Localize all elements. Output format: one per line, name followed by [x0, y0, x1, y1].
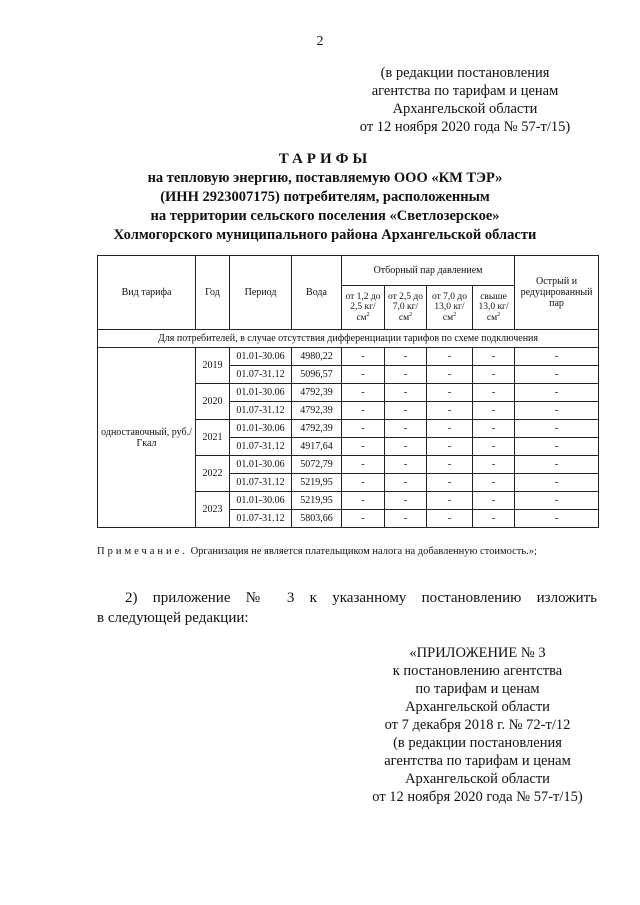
water-value-cell: 4792,39: [292, 384, 342, 402]
empty-value-cell: -: [342, 438, 385, 456]
appendix-line: от 12 ноября 2020 года № 57-т/15): [372, 789, 583, 805]
water-value-cell: 4917,64: [292, 438, 342, 456]
title-line: на тепловую энергию, поставляемую ООО «КМ ТЭР»: [147, 170, 503, 186]
period-cell: 01.01-30.06: [230, 492, 292, 510]
header-pressure-4: свыше 13,0 $кг/см^2$: [473, 286, 515, 330]
empty-value-cell: -: [342, 348, 385, 366]
empty-value-cell: -: [473, 438, 515, 456]
empty-value-cell: -: [427, 474, 473, 492]
empty-value-cell: -: [473, 420, 515, 438]
empty-value-cell: -: [473, 474, 515, 492]
empty-value-cell: -: [385, 384, 427, 402]
empty-value-cell: -: [473, 366, 515, 384]
period-cell: 01.07-31.12: [230, 402, 292, 420]
empty-value-cell: -: [427, 348, 473, 366]
title-main: ТАРИФЫ: [278, 151, 372, 167]
period-cell: 01.01-30.06: [230, 420, 292, 438]
water-value-cell: 5096,57: [292, 366, 342, 384]
edition-note: [330, 64, 600, 136]
consumers-row: Для потребителей, в случае отсутствия дифференциации тарифов по схеме подключения: [98, 330, 599, 348]
title-line: Холмогорского муниципального района Архангельской области: [113, 227, 537, 243]
empty-value-cell: -: [473, 456, 515, 474]
empty-value-cell: -: [515, 438, 599, 456]
empty-value-cell: -: [385, 456, 427, 474]
appendix-line: по тарифам и ценам: [415, 681, 540, 697]
year-cell: 2022: [196, 456, 230, 492]
appendix-line: к постановлению агентства: [392, 663, 563, 679]
empty-value-cell: -: [385, 366, 427, 384]
empty-value-cell: -: [515, 348, 599, 366]
edition-line: от 12 ноября 2020 года № 57-т/15): [359, 119, 571, 135]
empty-value-cell: -: [385, 348, 427, 366]
empty-value-cell: -: [427, 402, 473, 420]
empty-value-cell: -: [515, 366, 599, 384]
empty-value-cell: -: [427, 510, 473, 528]
empty-value-cell: -: [427, 384, 473, 402]
appendix-heading: [350, 644, 605, 806]
tariff-table: [97, 255, 599, 528]
paragraph-line: в следующей редакции:: [97, 610, 249, 626]
paragraph-line: 2) приложение № 3 к указанному постановлению изложить: [125, 590, 597, 606]
empty-value-cell: -: [473, 510, 515, 528]
appendix-line: Архангельской области: [405, 771, 550, 787]
empty-value-cell: -: [385, 474, 427, 492]
edition-line: Архангельской области: [392, 101, 538, 117]
empty-value-cell: -: [342, 402, 385, 420]
header-period: Период: [230, 256, 292, 330]
empty-value-cell: -: [427, 456, 473, 474]
year-cell: 2021: [196, 420, 230, 456]
empty-value-cell: -: [515, 492, 599, 510]
note-text: Организация не является плательщиком налога на добавленную стоимость.»;: [190, 546, 537, 557]
empty-value-cell: -: [342, 474, 385, 492]
header-steam: Отборный пар давлением: [342, 256, 515, 286]
table-row: [98, 348, 599, 366]
amendment-paragraph: [97, 588, 597, 628]
year-cell: 2019: [196, 348, 230, 384]
period-cell: 01.01-30.06: [230, 456, 292, 474]
page-number: 2: [316, 34, 324, 49]
header-type: Вид тарифа: [98, 256, 196, 330]
period-cell: 01.07-31.12: [230, 510, 292, 528]
empty-value-cell: -: [342, 384, 385, 402]
empty-value-cell: -: [342, 366, 385, 384]
empty-value-cell: -: [342, 492, 385, 510]
edition-line: (в редакции постановления: [380, 65, 550, 81]
appendix-line: от 7 декабря 2018 г. № 72-т/12: [384, 717, 571, 733]
edition-line: агентства по тарифам и ценам: [371, 83, 559, 99]
period-cell: 01.07-31.12: [230, 474, 292, 492]
header-sharp-steam: Острый и редуцированный пар: [515, 256, 599, 330]
empty-value-cell: -: [515, 474, 599, 492]
year-cell: 2020: [196, 384, 230, 420]
period-cell: 01.07-31.12: [230, 366, 292, 384]
empty-value-cell: -: [342, 510, 385, 528]
empty-value-cell: -: [385, 510, 427, 528]
empty-value-cell: -: [473, 402, 515, 420]
empty-value-cell: -: [385, 438, 427, 456]
appendix-line: Архангельской области: [405, 699, 550, 715]
empty-value-cell: -: [515, 456, 599, 474]
header-pressure-1: от 1,2 до 2,5 $кг/см^2$: [342, 286, 385, 330]
note: [97, 546, 537, 557]
water-value-cell: 5072,79: [292, 456, 342, 474]
empty-value-cell: -: [515, 510, 599, 528]
period-cell: 01.01-30.06: [230, 348, 292, 366]
empty-value-cell: -: [385, 402, 427, 420]
empty-value-cell: -: [473, 348, 515, 366]
empty-value-cell: -: [385, 492, 427, 510]
empty-value-cell: -: [342, 456, 385, 474]
water-value-cell: 4792,39: [292, 420, 342, 438]
header-pressure-2: от 2,5 до 7,0 $кг/см^2$: [385, 286, 427, 330]
water-value-cell: 4980,22: [292, 348, 342, 366]
period-cell: 01.01-30.06: [230, 384, 292, 402]
note-label: Примечание.: [97, 546, 188, 557]
empty-value-cell: -: [473, 384, 515, 402]
year-cell: 2023: [196, 492, 230, 528]
water-value-cell: 5219,95: [292, 474, 342, 492]
appendix-line: (в редакции постановления: [393, 735, 562, 751]
empty-value-cell: -: [515, 420, 599, 438]
header-water: Вода: [292, 256, 342, 330]
empty-value-cell: -: [515, 384, 599, 402]
period-cell: 01.07-31.12: [230, 438, 292, 456]
header-year: Год: [196, 256, 230, 330]
water-value-cell: 4792,39: [292, 402, 342, 420]
water-value-cell: 5803,66: [292, 510, 342, 528]
empty-value-cell: -: [515, 402, 599, 420]
appendix-line: агентства по тарифам и ценам: [384, 753, 571, 769]
empty-value-cell: -: [427, 366, 473, 384]
empty-value-cell: -: [342, 420, 385, 438]
empty-value-cell: -: [427, 438, 473, 456]
empty-value-cell: -: [427, 420, 473, 438]
title-line: на территории сельского поселения «Светлозерское»: [150, 208, 500, 224]
appendix-line: «ПРИЛОЖЕНИЕ № 3: [409, 645, 546, 661]
empty-value-cell: -: [385, 420, 427, 438]
tariff-type-cell: одноставочный, руб./Гкал: [98, 348, 196, 528]
water-value-cell: 5219,95: [292, 492, 342, 510]
empty-value-cell: -: [473, 492, 515, 510]
header-pressure-3: от 7,0 до 13,0 $кг/см^2$: [427, 286, 473, 330]
document-title: [60, 150, 590, 245]
empty-value-cell: -: [427, 492, 473, 510]
title-line: (ИНН 2923007175) потребителям, расположенным: [160, 189, 490, 205]
